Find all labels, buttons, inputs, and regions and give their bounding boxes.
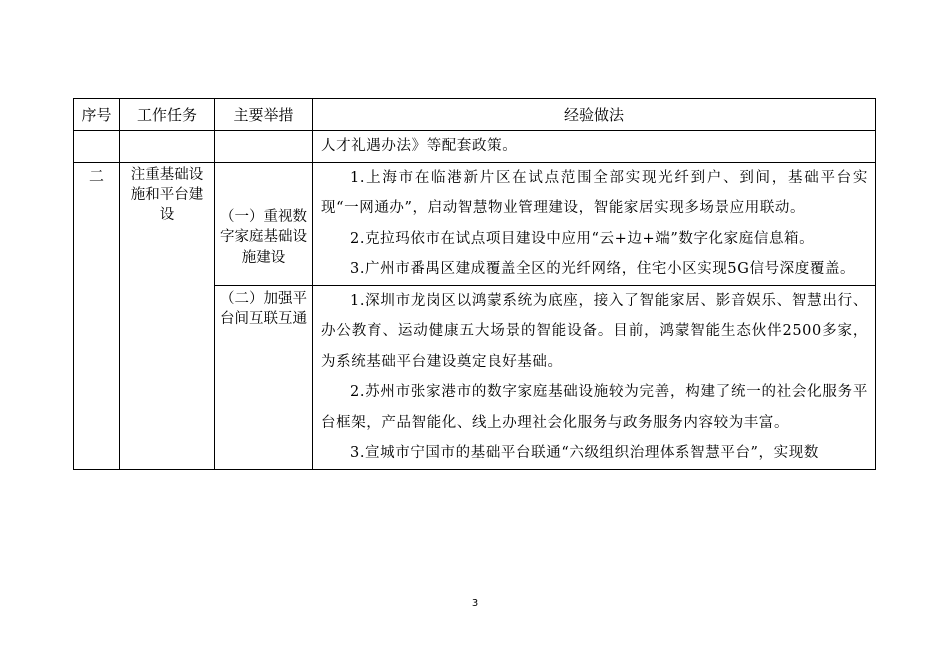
table-header-row xyxy=(74,99,876,131)
cell-continuation xyxy=(313,131,876,163)
continuation-text: 人才礼遇办法》等配套政策。 xyxy=(321,138,518,154)
experience-cell xyxy=(313,162,876,285)
section-number: 二 xyxy=(74,162,120,469)
table-row xyxy=(74,162,876,285)
section-task: 注重基础设施和平台建设 xyxy=(120,162,215,469)
document-table xyxy=(73,98,876,470)
header-num: 序号 xyxy=(74,99,120,131)
header-task: 工作任务 xyxy=(120,99,215,131)
experience-cell xyxy=(313,285,876,469)
experience-item: 3.宣城市宁国市的基础平台联通“六级组织治理体系智慧平台”，实现数 xyxy=(350,445,819,461)
experience-item: 2.克拉玛依市在试点项目建设中应用“云+边+端”数字化家庭信息箱。 xyxy=(350,230,815,247)
cell-empty xyxy=(215,131,313,163)
measure-title: （二）加强平台间互联互通 xyxy=(215,285,313,469)
header-experience: 经验做法 xyxy=(313,99,876,131)
experience-item: 3.广州市番禺区建成覆盖全区的光纤网络，住宅小区实现5G信号深度覆盖。 xyxy=(350,261,856,277)
measure-title: （一）重视数字家庭基础设施建设 xyxy=(215,162,313,285)
page-number: 3 xyxy=(471,598,479,609)
cell-empty xyxy=(120,131,215,163)
experience-item: 1.上海市在临港新片区在试点范围全部实现光纤到户、到间，基础平台实现“一网通办”，启动智慧物业管理建设，智能家居实现多场景应用联动。 xyxy=(321,169,868,216)
experience-item: 2.苏州市张家港市的数字家庭基础设施较为完善，构建了统一的社会化服务平台框架，产品智能化、线上办理社会化服务与政务服务内容较为丰富。 xyxy=(321,384,868,431)
header-measure: 主要举措 xyxy=(215,99,313,131)
table-row-continuation xyxy=(74,131,876,163)
experience-item: 1.深圳市龙岗区以鸿蒙系统为底座，接入了智能家居、影音娱乐、智慧出行、办公教育、运动健康五大场景的智能设备。目前，鸿蒙智能生态伙伴2500多家，为系统基础平台建设奠定良好基础。 xyxy=(321,292,868,370)
cell-empty xyxy=(74,131,120,163)
